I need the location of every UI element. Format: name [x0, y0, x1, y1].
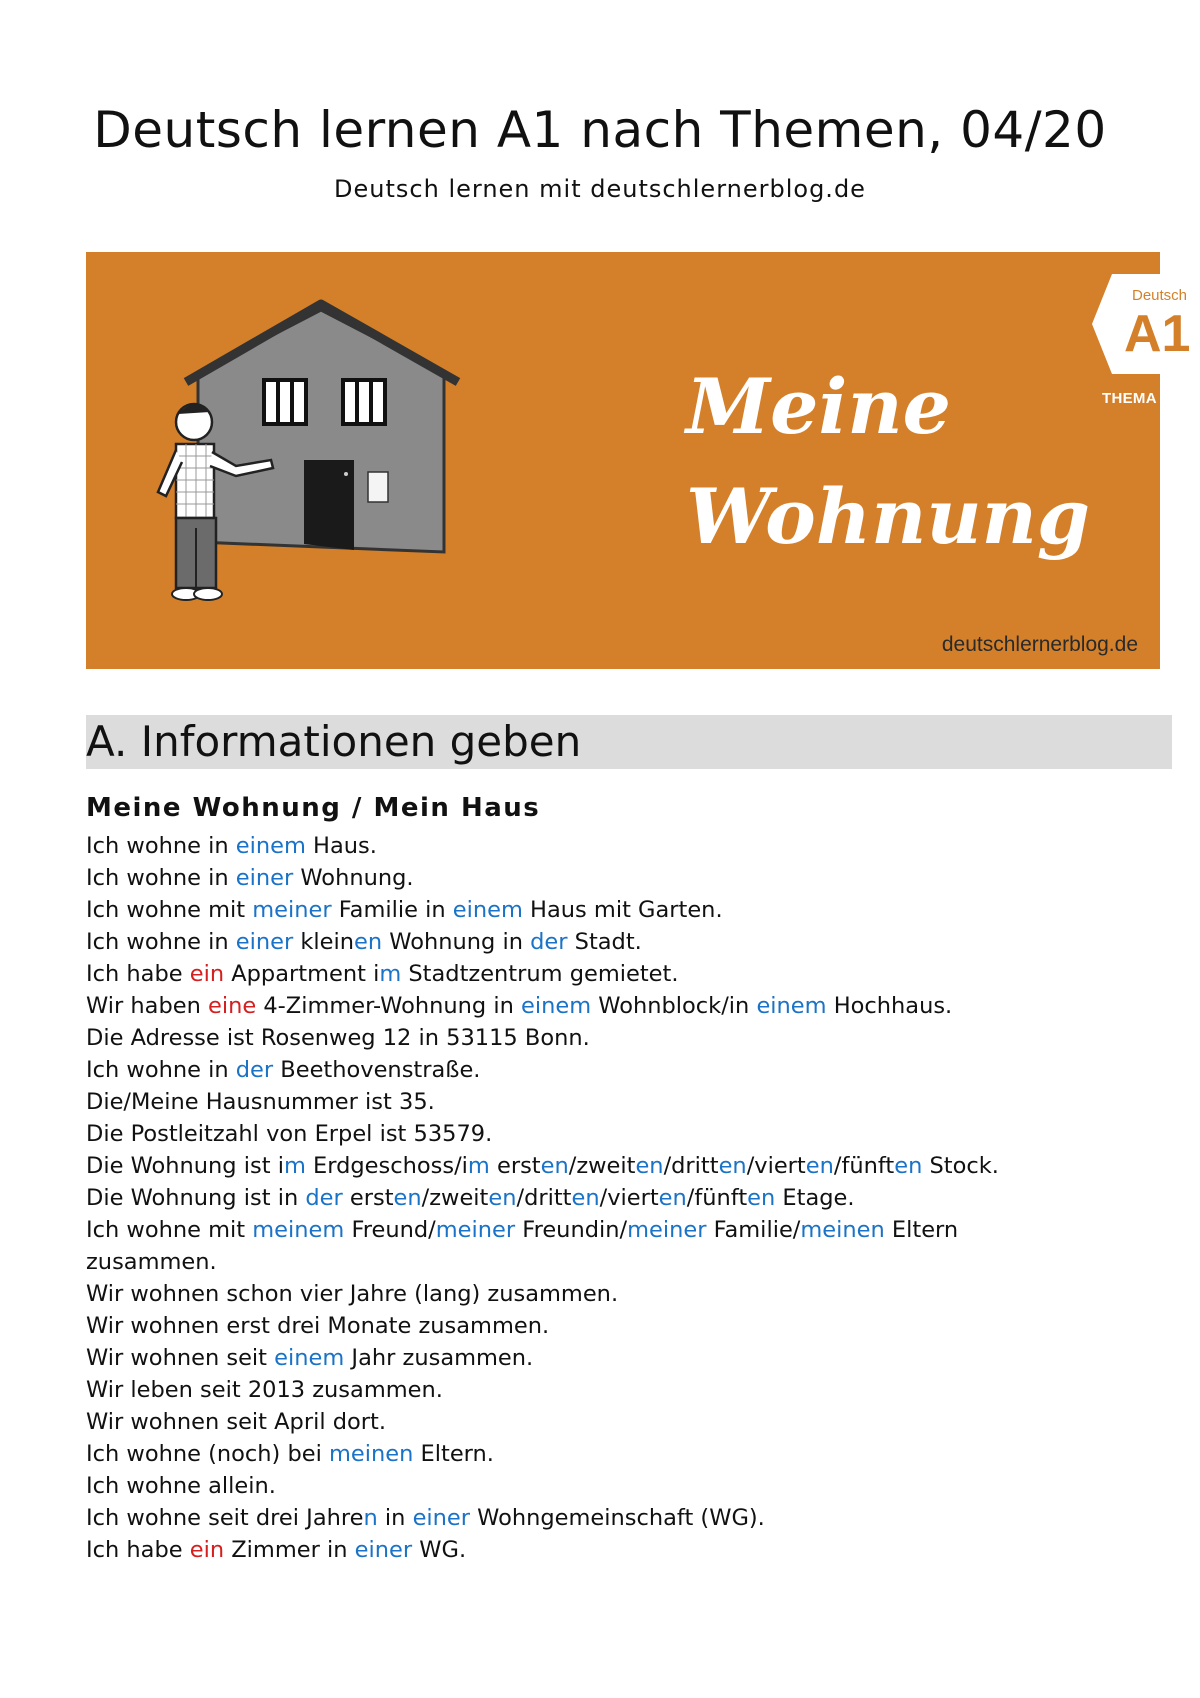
sentence-text: WG. [412, 1537, 467, 1563]
sentence-line [86, 990, 1166, 1022]
sentence-text: Hochhaus. [826, 993, 953, 1019]
highlighted-word: en [488, 1185, 517, 1211]
sentence-text: /zweit [568, 1153, 636, 1179]
sentence-text: Ich wohne allein. [86, 1473, 276, 1499]
sentence-line [86, 894, 1166, 926]
sentence-line [86, 830, 1166, 862]
sentence-line [86, 1150, 1166, 1182]
page-subtitle: Deutsch lernen mit deutschlernerblog.de [334, 175, 866, 203]
sentence-line [86, 1182, 1166, 1214]
highlighted-word: en [718, 1153, 747, 1179]
highlighted-word: einer [235, 865, 294, 891]
sentence-line [86, 1502, 1166, 1534]
sentence-text: Wohngemeinschaft (WG). [470, 1505, 765, 1531]
highlighted-word: en [571, 1185, 600, 1211]
highlighted-word: en [540, 1153, 569, 1179]
sentence-text: Ich wohne in [86, 833, 236, 859]
highlighted-word: einem [452, 897, 523, 923]
sentence-line [86, 1438, 1166, 1470]
sentence-text: Wir haben [86, 993, 208, 1019]
sentence-text: Wir wohnen seit April dort. [86, 1409, 386, 1435]
sentence-text: Ich wohne in [86, 865, 236, 891]
highlighted-word: einem [521, 993, 592, 1019]
highlighted-word: meinen [329, 1441, 414, 1467]
sentence-text: Ich wohne (noch) bei [86, 1441, 329, 1467]
highlighted-word: en [894, 1153, 923, 1179]
highlighted-word: einer [354, 1537, 413, 1563]
topic-banner [86, 252, 1200, 669]
banner-title-line2: Wohnung [686, 472, 1091, 561]
sentence-text: Wohnung. [293, 865, 414, 891]
sentence-text: Haus mit Garten. [522, 897, 723, 923]
sentence-line [86, 1022, 1166, 1054]
sentence-text: Erdgeschoss/i [305, 1153, 468, 1179]
banner-website: deutschlernerblog.de [941, 633, 1138, 656]
sentence-text: Appartment i [224, 961, 380, 987]
badge-level: A1 [1124, 305, 1191, 363]
section-heading: A. Informationen geben [86, 717, 582, 766]
highlighted-word: ein [189, 1537, 225, 1563]
highlighted-word: n [363, 1505, 378, 1531]
sentence-line [86, 1054, 1166, 1086]
sentence-text: Ich wohne in [86, 929, 236, 955]
badge-small-label: Deutsch [1132, 287, 1188, 304]
section-heading-bar [86, 715, 1172, 769]
sentence-line [86, 958, 1166, 990]
section-subheading: Meine Wohnung / Mein Haus [86, 793, 541, 823]
sentence-text: Beethovenstraße. [273, 1057, 481, 1083]
sentence-text: Freundin/ [515, 1217, 628, 1243]
sentence-line [86, 1214, 1086, 1278]
sentence-text: Eltern zusammen. [86, 1217, 959, 1275]
sentence-line [86, 1086, 1166, 1118]
sentence-text: /dritt [516, 1185, 572, 1211]
sentence-text: Stock. [922, 1153, 999, 1179]
sentence-text: Haus. [305, 833, 377, 859]
highlighted-word: meiner [627, 1217, 707, 1243]
highlighted-word: en [747, 1185, 776, 1211]
highlighted-word: en [393, 1185, 422, 1211]
sentence-text: Eltern. [413, 1441, 494, 1467]
sentence-text: Die Adresse ist Rosenweg 12 in 53115 Bonn. [86, 1025, 590, 1051]
highlighted-word: en [805, 1153, 834, 1179]
sentence-line [86, 1310, 1166, 1342]
sentence-text: Ich wohne mit [86, 897, 253, 923]
sentence-text: Zimmer in [224, 1537, 355, 1563]
highlighted-word: der [235, 1057, 274, 1083]
sentence-text: Ich wohne mit [86, 1217, 253, 1243]
sentence-text: /viert [746, 1153, 806, 1179]
sentence-text: /viert [599, 1185, 659, 1211]
example-sentences [86, 830, 1166, 1566]
sentence-text: Ich habe [86, 1537, 190, 1563]
sentence-text: /dritt [663, 1153, 719, 1179]
sentence-text: /fünft [686, 1185, 748, 1211]
sentence-text: erst [342, 1185, 394, 1211]
sentence-text: Ich habe [86, 961, 190, 987]
page-title: Deutsch lernen A1 nach Themen, 04/20 [93, 101, 1107, 159]
sentence-text: Die Postleitzahl von Erpel ist 53579. [86, 1121, 493, 1147]
sentence-line [86, 1374, 1166, 1406]
sentence-line [86, 1534, 1166, 1566]
sentence-line [86, 1118, 1166, 1150]
door-sign [368, 472, 388, 502]
sentence-text: in [377, 1505, 413, 1531]
sentence-text: Jahr zusammen. [344, 1345, 534, 1371]
sentence-text: Wir wohnen schon vier Jahre (lang) zusammen. [86, 1281, 619, 1307]
highlighted-word: m [283, 1153, 306, 1179]
sentence-text: Stadt. [567, 929, 642, 955]
sentence-text: Familie/ [706, 1217, 801, 1243]
highlighted-word: en [354, 929, 383, 955]
badge-topic: THEMA 04/20 [1102, 390, 1200, 407]
highlighted-word: eine [208, 993, 257, 1019]
highlighted-word: einer [235, 929, 294, 955]
highlighted-word: der [305, 1185, 343, 1211]
sentence-text: Wohnung in [382, 929, 531, 955]
highlighted-word: ein [189, 961, 225, 987]
highlighted-word: einem [235, 833, 306, 859]
sentence-text: Freund/ [344, 1217, 436, 1243]
highlighted-word: meinem [252, 1217, 345, 1243]
sentence-line [86, 862, 1166, 894]
sentence-text: 4-Zimmer-Wohnung in [256, 993, 521, 1019]
window-right [343, 380, 385, 424]
sentence-text: Die Wohnung ist in [86, 1185, 306, 1211]
highlighted-word: meiner [435, 1217, 516, 1243]
sentence-text: klein [293, 929, 355, 955]
sentence-line [86, 1470, 1166, 1502]
sentence-text: Ich wohne in [86, 1057, 236, 1083]
sentence-text: Die Wohnung ist i [86, 1153, 284, 1179]
sentence-text: Wir leben seit 2013 zusammen. [86, 1377, 443, 1403]
sentence-line [86, 1342, 1166, 1374]
sentence-line [86, 1278, 1166, 1310]
sentence-text: Wir wohnen erst drei Monate zusammen. [86, 1313, 550, 1339]
sentence-line [86, 926, 1166, 958]
sentence-text: Wohnblock/in [591, 993, 757, 1019]
sentence-text: Familie in [331, 897, 453, 923]
highlighted-word: meinen [800, 1217, 885, 1243]
window-left [264, 380, 306, 424]
highlighted-word: m [379, 961, 402, 987]
sentence-text: Etage. [775, 1185, 855, 1211]
sentence-text: /zweit [421, 1185, 489, 1211]
sentence-text: /fünft [833, 1153, 895, 1179]
highlighted-word: m [467, 1153, 490, 1179]
sentence-text: Stadtzentrum gemietet. [401, 961, 679, 987]
highlighted-word: der [530, 929, 568, 955]
sentence-text: Ich wohne seit drei Jahre [86, 1505, 364, 1531]
highlighted-word: en [635, 1153, 664, 1179]
sentence-text: erst [489, 1153, 541, 1179]
sentence-text: Wir wohnen seit [86, 1345, 275, 1371]
highlighted-word: meiner [252, 897, 332, 923]
banner-title-line1: Meine [686, 362, 951, 451]
highlighted-word: einem [756, 993, 827, 1019]
highlighted-word: en [658, 1185, 687, 1211]
sentence-line [86, 1406, 1166, 1438]
highlighted-word: einer [412, 1505, 471, 1531]
sentence-text: Die/Meine Hausnummer ist 35. [86, 1089, 435, 1115]
banner-title [686, 352, 1091, 572]
highlighted-word: einem [274, 1345, 345, 1371]
